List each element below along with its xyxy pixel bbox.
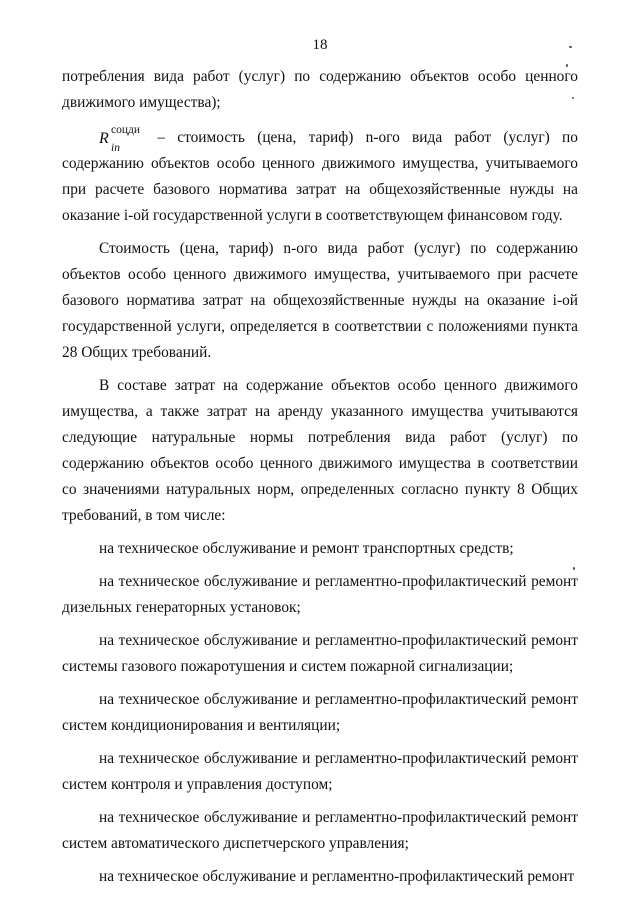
list-item: на техническое обслуживание и регламентно-профилактический ремонт [99, 868, 575, 885]
paragraph-cost-definition: Стоимость (цена, тариф) n-ого вида работ (услуг) по содержанию объектов особо ценного движимого имущества, учитываемого при расчете базового норматива затрат на общехозяйственные нужды на оказание i-ой государственной услуги, определяется в соответствии с положениями пункта 28 Общих требований. [62, 240, 578, 361]
formula-definition-paragraph [62, 125, 578, 229]
list-item: на техническое обслуживание и регламентно-профилактический ремонт систем автоматического диспетчерского управления; [62, 809, 578, 852]
formula-definition-text: – стоимость (цена, тариф) n-ого вида работ (услуг) по содержанию объектов особо ценного движимого имущества, учитываемого при расчете базового норматива затрат на общехозяйственные нужды на оказание i-ой государственной услуги в соответствующем финансовом году. [62, 129, 578, 224]
list-item: на техническое обслуживание и регламентно-профилактический ремонт систем кондиционирования и вентиляции; [62, 691, 578, 734]
list-item: на техническое обслуживание и регламентно-профилактический ремонт системы газового пожаротушения и систем пожарной сигнализации; [62, 632, 578, 675]
formula-base: R [99, 130, 109, 147]
paragraph-continuation: потребления вида работ (услуг) по содержанию объектов особо ценного движимого имущества); [62, 68, 578, 111]
scan-speck [569, 46, 572, 48]
formula-symbol [99, 124, 145, 154]
paragraph-natural-norms: В составе затрат на содержание объектов особо ценного движимого имущества, а также затрат на аренду указанного имущества учитываются следующие натуральные нормы потребления вида работ (услуг) по содержанию объектов особо ценного движимого имущества в соответствии со значениями натуральных норм, определенных согласно пункту 8 Общих требований, в том числе: [62, 377, 578, 524]
formula-superscript: соцди [111, 124, 141, 136]
list-item: на техническое обслуживание и ремонт транспортных средств; [99, 540, 514, 557]
page-number: 18 [312, 37, 328, 53]
formula-subscript: in [111, 142, 120, 154]
list-item: на техническое обслуживание и регламентно-профилактический ремонт систем контроля и управления доступом; [62, 750, 578, 793]
body-text [62, 64, 578, 897]
list-item: на техническое обслуживание и регламентно-профилактический ремонт дизельных генераторных установок; [62, 573, 578, 616]
